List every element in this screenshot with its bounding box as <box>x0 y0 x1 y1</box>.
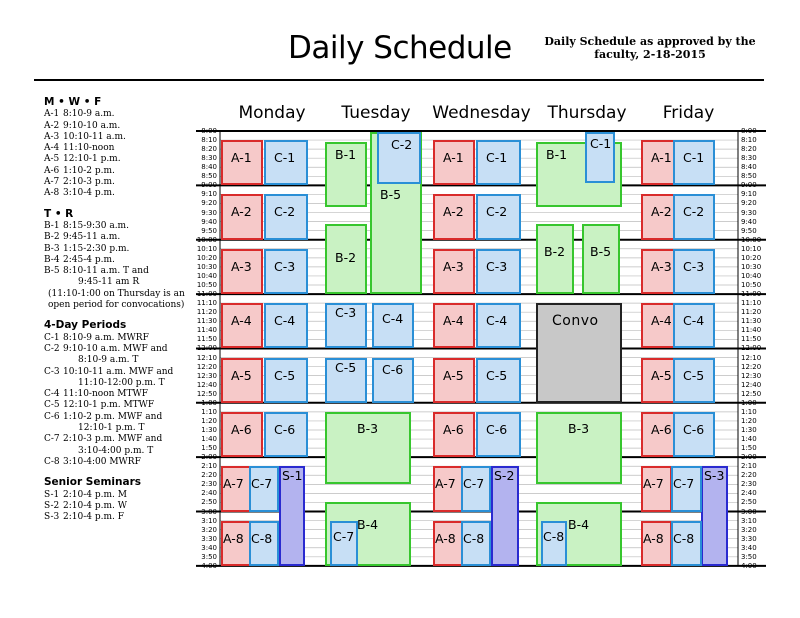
time-tick-label: 4:00 <box>201 561 217 570</box>
period-label: A-5 <box>231 367 252 383</box>
period-label: S-1 <box>282 468 303 484</box>
time-tick-label: 11:20 <box>741 308 762 317</box>
legend-heading-four-day: 4-Day Periods <box>44 319 127 332</box>
time-tick-label: 1:30 <box>201 425 217 434</box>
time-tick-label: 2:00 <box>201 453 217 462</box>
time-tick-label: 12:40 <box>741 380 762 389</box>
period-label: A-7 <box>643 476 664 492</box>
legend-code: C-4 <box>44 389 60 400</box>
time-tick-label: 1:50 <box>201 444 217 453</box>
time-tick-label: 2:40 <box>741 489 757 498</box>
legend-code: C-6 <box>44 411 60 422</box>
period-label: A-2 <box>651 204 672 220</box>
period-label: C-6 <box>274 421 296 437</box>
legend-desc: 9:10-10 a.m. MWF and <box>63 343 168 354</box>
legend-code: C-5 <box>44 400 60 411</box>
legend-desc: 11:10-noon MTWF <box>63 389 148 400</box>
legend-desc: 11:10-noon <box>63 143 115 154</box>
legend-code: A-8 <box>44 188 60 199</box>
time-tick-label: 10:20 <box>741 253 762 262</box>
legend-desc: 12:10-1 p.m. <box>63 154 121 165</box>
time-tick-label: 12:40 <box>196 380 217 389</box>
legend-desc: 3:10-4 p.m. <box>63 188 115 199</box>
period-label: B-2 <box>544 243 566 259</box>
time-tick-label: 1:40 <box>201 435 217 444</box>
time-tick-label: 10:30 <box>741 262 762 271</box>
period-label: A-2 <box>443 204 464 220</box>
legend-desc: 8:10-9 a.m. <box>63 109 115 120</box>
period-label: C-6 <box>382 361 404 377</box>
legend-desc: 8:10-9 a.m. MWRF <box>63 332 149 343</box>
time-tick-label: 11:30 <box>741 317 762 326</box>
period-label: B-5 <box>380 187 402 203</box>
time-tick-label: 1:40 <box>741 435 757 444</box>
period-label: B-4 <box>568 517 590 533</box>
time-tick-label: 3:20 <box>201 525 217 534</box>
time-tick-label: 4:00 <box>741 561 757 570</box>
time-tick-label: 11:50 <box>741 335 762 344</box>
time-tick-label: 11:00 <box>741 290 762 299</box>
period-label: Convo <box>552 313 599 330</box>
legend-desc: 9:45-11 a.m. <box>63 232 121 243</box>
period-label: C-4 <box>274 313 296 329</box>
period-label: C-7 <box>673 476 695 492</box>
time-tick-label: 12:50 <box>196 389 217 398</box>
period-label: C-2 <box>274 204 296 220</box>
time-tick-label: 3:40 <box>201 543 217 552</box>
legend-desc: 3:10-4:00 MWRF <box>63 456 141 467</box>
period-label: A-3 <box>231 258 252 274</box>
time-tick-label: 9:50 <box>741 226 757 235</box>
legend-code: C-1 <box>44 332 60 343</box>
period-label: B-1 <box>335 147 357 163</box>
period-label: A-6 <box>651 421 672 437</box>
period-label: C-2 <box>486 204 508 220</box>
period-label: A-8 <box>223 530 244 546</box>
time-tick-label: 2:40 <box>201 489 217 498</box>
period-label: B-4 <box>357 517 379 533</box>
period-label: C-5 <box>335 359 357 375</box>
legend-desc: 1:15-2:30 p.m. <box>63 243 130 254</box>
approval-note: Daily Schedule as approved by the faculty, 2-18-2015 <box>544 35 756 61</box>
legend-desc: 9:10-10 a.m. <box>63 120 121 131</box>
time-tick-label: 2:30 <box>201 480 217 489</box>
period-label: A-6 <box>231 421 252 437</box>
period-label: C-6 <box>683 421 705 437</box>
period-label: A-1 <box>231 150 252 166</box>
legend-code: S-3 <box>44 512 60 523</box>
time-tick-label: 8:30 <box>201 154 217 163</box>
period-label: A-8 <box>435 530 456 546</box>
period-block-b-5 <box>582 224 620 294</box>
time-tick-label: 2:10 <box>201 462 217 471</box>
time-tick-label: 1:50 <box>741 444 757 453</box>
time-tick-label: 8:40 <box>741 163 757 172</box>
time-tick-label: 8:00 <box>201 127 217 135</box>
legend-code: A-4 <box>44 143 60 154</box>
period-label: B-3 <box>568 420 590 436</box>
time-tick-label: 8:20 <box>201 145 217 154</box>
period-label: A-4 <box>443 313 464 329</box>
time-tick-label: 8:00 <box>741 127 757 135</box>
period-label: C-3 <box>683 258 705 274</box>
time-tick-label: 12:30 <box>741 371 762 380</box>
time-tick-label: 9:40 <box>201 217 217 226</box>
period-label: A-5 <box>443 367 464 383</box>
period-label: C-1 <box>683 150 705 166</box>
time-tick-label: 9:20 <box>201 199 217 208</box>
period-label: C-1 <box>590 136 612 151</box>
time-tick-label: 11:10 <box>196 299 217 308</box>
time-tick-label: 2:20 <box>741 471 757 480</box>
legend-code: C-3 <box>44 366 60 377</box>
legend-heading-tr: T • R <box>44 207 74 220</box>
time-tick-label: 9:30 <box>201 208 217 217</box>
period-label: C-7 <box>463 476 485 492</box>
legend-desc: 1:10-2 p.m. <box>63 165 115 176</box>
legend-desc: 2:10-3 p.m. MWF and <box>63 434 163 445</box>
time-tick-label: 8:40 <box>201 163 217 172</box>
time-tick-label: 11:40 <box>741 326 762 335</box>
time-tick-label: 1:20 <box>741 416 757 425</box>
time-tick-label: 11:40 <box>196 326 217 335</box>
period-label: B-5 <box>590 243 612 259</box>
period-label: C-3 <box>486 258 508 274</box>
period-label: C-2 <box>391 137 413 152</box>
time-tick-label: 10:50 <box>741 281 762 290</box>
period-label: A-4 <box>231 313 252 329</box>
time-tick-label: 9:00 <box>741 181 757 190</box>
period-label: C-3 <box>335 305 357 321</box>
period-block-b-2 <box>536 224 574 294</box>
legend-desc-cont: 3:10-4:00 p.m. T <box>78 445 154 456</box>
time-tick-label: 8:10 <box>201 136 217 145</box>
time-tick-label: 8:50 <box>741 172 757 181</box>
time-tick-label: 10:30 <box>196 262 217 271</box>
time-tick-label: 10:00 <box>741 235 762 244</box>
legend-desc: 12:10-1 p.m. MTWF <box>63 400 155 411</box>
legend-tr-note: (11:10-1:00 on Thursday is an open period for convocations) <box>48 288 185 311</box>
period-label: C-7 <box>251 476 273 492</box>
period-label: C-4 <box>683 313 705 329</box>
time-tick-label: 10:00 <box>196 235 217 244</box>
legend-desc: 1:10-2 p.m. MWF and <box>63 411 163 422</box>
time-tick-label: 3:50 <box>201 552 217 561</box>
time-tick-label: 9:00 <box>201 181 217 190</box>
time-tick-label: 8:30 <box>741 154 757 163</box>
period-label: A-1 <box>443 150 464 166</box>
time-tick-label: 11:50 <box>196 335 217 344</box>
legend-heading-seminars: Senior Seminars <box>44 476 142 489</box>
legend-code: A-2 <box>44 120 60 131</box>
time-tick-label: 2:30 <box>741 480 757 489</box>
time-tick-label: 12:50 <box>741 389 762 398</box>
time-tick-label: 9:10 <box>741 190 757 199</box>
time-tick-label: 1:00 <box>201 398 217 407</box>
time-tick-label: 12:30 <box>196 371 217 380</box>
period-label: C-8 <box>673 530 695 546</box>
time-tick-label: 1:30 <box>741 425 757 434</box>
time-tick-label: 3:10 <box>201 516 217 525</box>
time-tick-label: 3:30 <box>201 534 217 543</box>
time-tick-label: 1:10 <box>741 407 757 416</box>
legend-desc-cont: 11:10-12:00 p.m. T <box>78 377 165 388</box>
legend-code: S-2 <box>44 500 60 511</box>
time-tick-label: 3:20 <box>741 525 757 534</box>
time-tick-label: 3:30 <box>741 534 757 543</box>
legend-desc: 2:10-4 p.m. F <box>63 512 124 523</box>
time-tick-label: 3:40 <box>741 543 757 552</box>
time-tick-label: 9:50 <box>201 226 217 235</box>
legend-code: A-7 <box>44 177 60 188</box>
period-label: C-5 <box>683 367 705 383</box>
day-header-wednesday: Wednesday <box>432 103 531 123</box>
period-label: C-2 <box>683 204 705 220</box>
time-tick-label: 2:00 <box>741 453 757 462</box>
time-tick-label: 3:00 <box>741 507 757 516</box>
time-tick-label: 12:10 <box>196 353 217 362</box>
legend-code: B-3 <box>44 243 60 254</box>
period-label: B-3 <box>357 420 379 436</box>
period-label: S-3 <box>704 468 725 484</box>
time-tick-label: 2:50 <box>201 498 217 507</box>
period-label: B-1 <box>546 147 568 163</box>
time-tick-label: 2:20 <box>201 471 217 480</box>
period-label: A-7 <box>435 476 456 492</box>
legend-desc: 2:45-4 p.m. <box>63 254 115 265</box>
time-tick-label: 9:10 <box>201 190 217 199</box>
time-tick-label: 9:40 <box>741 217 757 226</box>
period-label: A-8 <box>643 530 664 546</box>
time-tick-label: 1:10 <box>201 407 217 416</box>
time-tick-label: 11:30 <box>196 317 217 326</box>
period-label: A-5 <box>651 367 672 383</box>
time-tick-label: 11:10 <box>741 299 762 308</box>
period-label: C-1 <box>486 150 508 166</box>
time-tick-label: 2:50 <box>741 498 757 507</box>
period-label: B-2 <box>335 249 357 265</box>
time-tick-label: 12:20 <box>741 362 762 371</box>
time-tick-label: 3:50 <box>741 552 757 561</box>
legend-code: S-1 <box>44 489 60 500</box>
time-tick-label: 10:40 <box>741 271 762 280</box>
legend-desc: 2:10-3 p.m. <box>63 177 115 188</box>
time-tick-label: 3:10 <box>741 516 757 525</box>
period-label: C-6 <box>486 421 508 437</box>
period-label: S-2 <box>494 468 515 484</box>
time-tick-label: 8:50 <box>201 172 217 181</box>
time-tick-label: 1:00 <box>741 398 757 407</box>
legend-code: A-6 <box>44 165 60 176</box>
legend-desc: 8:15-9:30 a.m. <box>63 220 129 231</box>
legend-code: A-3 <box>44 131 60 142</box>
time-tick-label: 9:30 <box>741 208 757 217</box>
time-tick-label: 10:40 <box>196 271 217 280</box>
time-tick-label: 12:10 <box>741 353 762 362</box>
day-header-friday: Friday <box>662 103 715 123</box>
legend-desc: 10:10-11 a.m. <box>63 131 126 142</box>
day-header-thursday: Thursday <box>547 103 627 123</box>
legend-desc: 8:10-11 a.m. T and <box>63 266 149 277</box>
period-label: A-1 <box>651 150 672 166</box>
time-tick-label: 12:00 <box>741 344 762 353</box>
legend-desc-cont: 9:45-11 am R <box>78 277 140 288</box>
period-label: C-7 <box>333 528 355 544</box>
period-label: C-8 <box>543 528 565 544</box>
legend-desc: 2:10-4 p.m. W <box>63 500 127 511</box>
period-label: A-3 <box>651 258 672 274</box>
legend-code: B-4 <box>44 254 60 265</box>
legend-code: B-5 <box>44 266 60 277</box>
time-tick-label: 11:00 <box>196 290 217 299</box>
time-tick-label: 9:20 <box>741 199 757 208</box>
legend-code: B-1 <box>44 220 60 231</box>
period-label: C-1 <box>274 150 296 166</box>
legend-heading-mwf: M • W • F <box>44 96 102 108</box>
time-tick-label: 3:00 <box>201 507 217 516</box>
period-label: C-8 <box>251 530 273 546</box>
period-label: A-4 <box>651 313 672 329</box>
period-label: C-3 <box>274 258 296 274</box>
period-label: C-8 <box>463 530 485 546</box>
time-tick-label: 12:00 <box>196 344 217 353</box>
time-tick-label: 10:20 <box>196 253 217 262</box>
day-header-monday: Monday <box>238 103 306 123</box>
time-tick-label: 10:10 <box>196 244 217 253</box>
time-tick-label: 1:20 <box>201 416 217 425</box>
legend-code: C-8 <box>44 456 60 467</box>
time-tick-label: 2:10 <box>741 462 757 471</box>
legend-code: B-2 <box>44 232 60 243</box>
time-tick-label: 8:20 <box>741 145 757 154</box>
period-label: C-5 <box>486 367 508 383</box>
time-tick-label: 11:20 <box>196 308 217 317</box>
legend-desc-cont: 12:10-1 p.m. T <box>78 423 145 434</box>
period-label: C-5 <box>274 367 296 383</box>
period-label: A-2 <box>231 204 252 220</box>
legend-desc-cont: 8:10-9 a.m. T <box>78 355 139 366</box>
time-tick-label: 8:10 <box>741 136 757 145</box>
legend-code: A-5 <box>44 154 60 165</box>
legend-desc: 10:10-11 a.m. MWF and <box>63 366 174 377</box>
period-label: A-6 <box>443 421 464 437</box>
legend-code: A-1 <box>44 109 60 120</box>
period-label: A-7 <box>223 476 244 492</box>
period-label: C-4 <box>382 311 404 327</box>
legend-desc: 2:10-4 p.m. M <box>63 489 127 500</box>
time-tick-label: 10:10 <box>741 244 762 253</box>
day-header-tuesday: Tuesday <box>341 103 411 123</box>
time-tick-label: 10:50 <box>196 281 217 290</box>
time-tick-label: 12:20 <box>196 362 217 371</box>
legend-code: C-7 <box>44 434 60 445</box>
period-label: A-3 <box>443 258 464 274</box>
legend-code: C-2 <box>44 343 60 354</box>
page-title: Daily Schedule <box>288 30 512 66</box>
period-label: C-4 <box>486 313 508 329</box>
